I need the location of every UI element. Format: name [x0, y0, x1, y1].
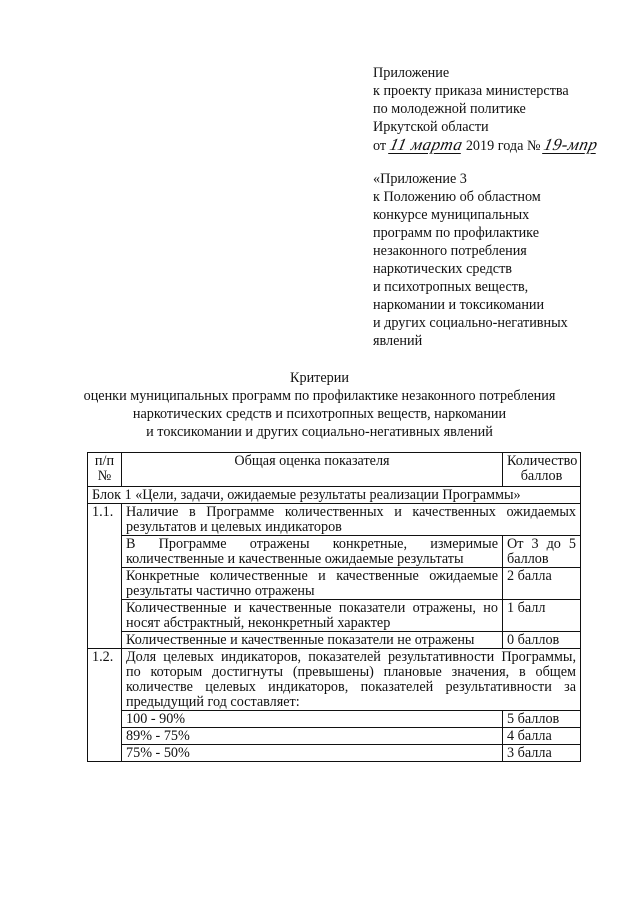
table-row [88, 745, 581, 762]
option-points: 2 балла [503, 568, 581, 600]
date-suffix: 2019 года № [465, 138, 541, 154]
annex-line: к Положению об областном [373, 189, 541, 205]
handwritten-number: 19-мпр [542, 135, 600, 154]
table-row [88, 504, 581, 536]
table-row [88, 568, 581, 600]
annex-line: и психотропных веществ, [373, 279, 529, 295]
annex-line: конкурсе муниципальных [373, 207, 530, 223]
annex-line: программ по профилактике [373, 225, 540, 241]
option-points: 0 баллов [503, 632, 581, 649]
header-eval: Общая оценка показателя [122, 453, 503, 487]
option-points: 4 балла [503, 728, 581, 745]
option-text: Количественные и качественные показатели отражены, но носят абстрактный, неконкретный характер [122, 600, 503, 632]
option-points: От 3 до 5 баллов [503, 536, 581, 568]
table-row [88, 600, 581, 632]
option-text: Конкретные количественные и качественные ожидаемые результаты частично отражены [122, 568, 503, 600]
option-points: 3 балла [503, 745, 581, 762]
doc-title: Критерии [290, 370, 349, 386]
header-line-3: по молодежной политике [373, 101, 526, 117]
header-line-2: к проекту приказа министерства [373, 83, 569, 99]
annex-line: наркомании и токсикомании [373, 297, 545, 313]
option-text: В Программе отражены конкретные, измеримые количественные и качественные ожидаемые результаты [122, 536, 503, 568]
option-points: 1 балл [503, 600, 581, 632]
table-row [88, 728, 581, 745]
row-number: 1.2. [88, 649, 122, 762]
date-prefix: от [373, 138, 387, 154]
annex-line: наркотических средств [373, 261, 512, 277]
doc-subtitle-line-2: наркотических средств и психотропных веществ, наркомании [132, 406, 507, 422]
annex-line: незаконного потребления [373, 243, 527, 259]
option-text: 75% - 50% [122, 745, 503, 762]
header-line-1: Приложение [373, 65, 450, 81]
doc-subtitle-line-1: оценки муниципальных программ по профилактике незаконного потребления [83, 388, 556, 404]
table-header-row [88, 453, 581, 487]
header-num: п/п № [88, 453, 122, 487]
option-points: 5 баллов [503, 711, 581, 728]
handwritten-date: 11 марта [387, 135, 465, 154]
table-row [88, 649, 581, 711]
table-row [88, 536, 581, 568]
option-text: Количественные и качественные показатели не отражены [122, 632, 503, 649]
doc-subtitle-line-3: и токсикомании и других социально-негативных явлений [146, 424, 493, 440]
option-text: 89% - 75% [122, 728, 503, 745]
header-date-line [373, 136, 598, 155]
row-number: 1.1. [88, 504, 122, 649]
annex-line: и других социально-негативных [373, 315, 568, 331]
header-points: Количество баллов [503, 453, 581, 487]
criteria-table [87, 452, 581, 762]
criterion-text: Доля целевых индикаторов, показателей результативности Программы, по которым достигнуты (превышены) плановые значения, в общем количестве целевых индикаторов, показателей результативности за предыдущий год составляет: [122, 649, 581, 711]
header-line-4: Иркутской области [373, 119, 489, 135]
block-title: Блок 1 «Цели, задачи, ожидаемые результаты реализации Программы» [88, 487, 581, 504]
criterion-text: Наличие в Программе количественных и качественных ожидаемых результатов и целевых индикаторов [122, 504, 581, 536]
table-row [88, 711, 581, 728]
option-text: 100 - 90% [122, 711, 503, 728]
annex-line: «Приложение 3 [373, 171, 467, 187]
annex-line: явлений [373, 333, 423, 349]
table-row [88, 632, 581, 649]
block-row [88, 487, 581, 504]
